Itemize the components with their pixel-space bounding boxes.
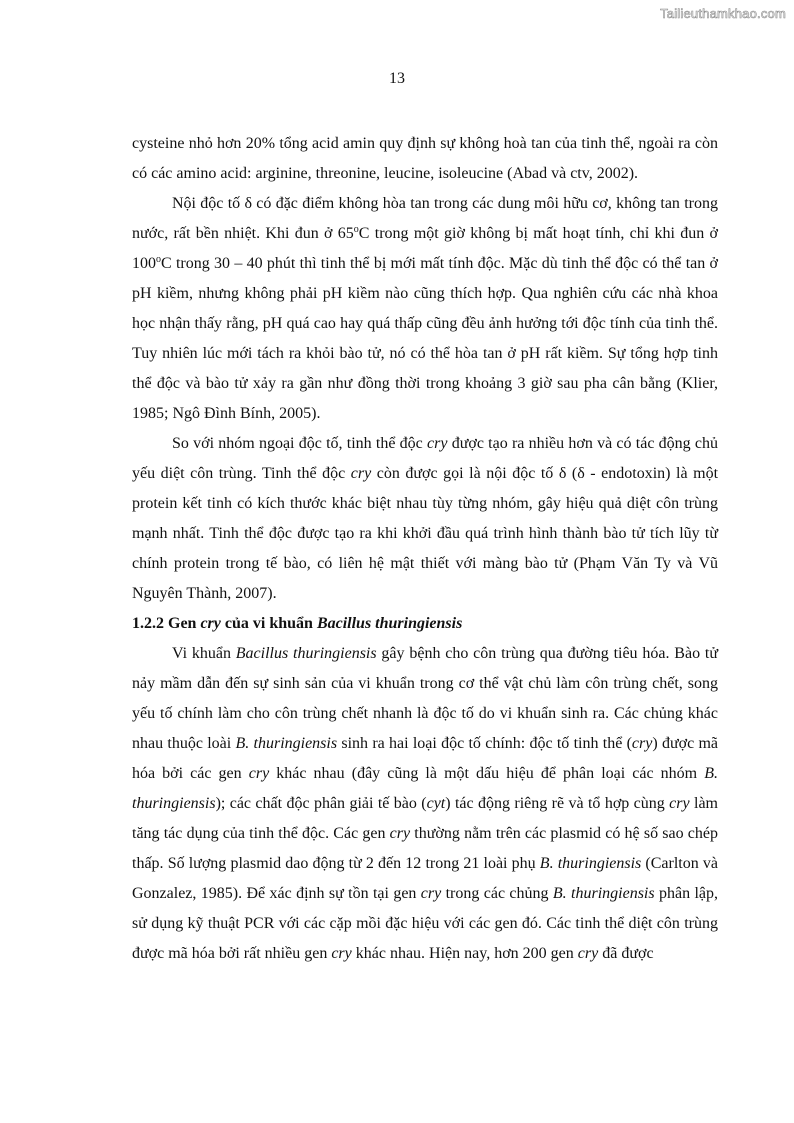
page-number: 13 [389,70,405,87]
paragraph-delta-endotoxin-properties: Nội độc tố δ có đặc điểm không hòa tan trong các dung môi hữu cơ, không tan trong nước, rất bền nhiệt. Khi đun ở 65$^o$C trong một giờ không bị mất hoạt tính, chỉ khi đun ở 100$^o$C trong 30 – 40 phút thì tinh thể bị mới mất tính độc. Mặc dù tinh thể độc có thể tan ở pH kiềm, nhưng không phải pH kiềm nào cũng thích hợp. Qua nghiên cứu các nhà khoa học nhận thấy rằng, pH quá cao hay quá thấp cũng đều ảnh hưởng tới độc tính của tinh thể. Tuy nhiên lúc mới tách ra khỏi bào tử, nó có thể hòa tan ở pH rất kiềm. Sự tổng hợp tinh thể độc và bào tử xảy ra gần như đồng thời trong khoảng 3 giờ sau pha cân bằng (Klier, 1985; Ngô Đình Bính, 2005). [132,195,718,422]
paragraph-cry-crystal-toxin: So với nhóm ngoại độc tố, tinh thể độc cry được tạo ra nhiều hơn và có tác động chủ yếu diệt côn trùng. Tinh thể độc cry còn được gọi là nội độc tố δ (δ - endotoxin) là một protein kết tinh có kích thước khác biệt nhau tùy từng nhóm, gây hiệu quả diệt côn trùng mạnh nhất. Tinh thể độc được tạo ra khi khởi đầu quá trình hình thành bào tử tích lũy từ chính protein trong tế bào, có liên hệ mật thiết với màng bào tử (Phạm Văn Ty và Vũ Nguyên Thành, 2007). [132,435,719,602]
site-watermark: Tailieuthamkhao.com [660,6,786,21]
section-heading-cry-genes: 1.2.2 Gen cry của vi khuẩn Bacillus thuringiensis [132,615,463,632]
document-body [132,129,718,969]
paragraph-bacillus-pathogenesis: Vi khuẩn Bacillus thuringiensis gây bệnh cho côn trùng qua đường tiêu hóa. Bào tử nảy mầm dẫn đến sự sinh sản của vi khuẩn trong cơ thể vật chủ làm côn trùng chết, song yếu tố chính làm cho côn trùng chết nhanh là độc tố do vi khuẩn sinh ra. Các chủng khác nhau thuộc loài B. thuringiensis sinh ra hai loại độc tố chính: độc tố tinh thể (cry) được mã hóa bởi các gen cry khác nhau (đây cũng là một dấu hiệu để phân loại các nhóm B. thuringiensis); các chất độc phân giải tế bào (cyt) tác động riêng rẽ và tổ hợp cùng cry làm tăng tác dụng của tinh thể độc. Các gen cry thường nằm trên các plasmid có hệ số sao chép thấp. Số lượng plasmid dao động từ 2 đến 12 trong 21 loài phụ B. thuringiensis (Carlton và Gonzalez, 1985). Để xác định sự tồn tại gen cry trong các chủng B. thuringiensis phân lập, sử dụng kỹ thuật PCR với các cặp mồi đặc hiệu với các gen đó. Các tinh thể diệt côn trùng được mã hóa bởi rất nhiều gen cry khác nhau. Hiện nay, hơn 200 gen cry đã được [132,645,719,962]
paragraph-cysteine: cysteine nhỏ hơn 20% tổng acid amin quy định sự không hoà tan của tinh thể, ngoài ra còn có các amino acid: arginine, threonine, leucine, isoleucine (Abad và ctv, 2002). [132,135,718,182]
